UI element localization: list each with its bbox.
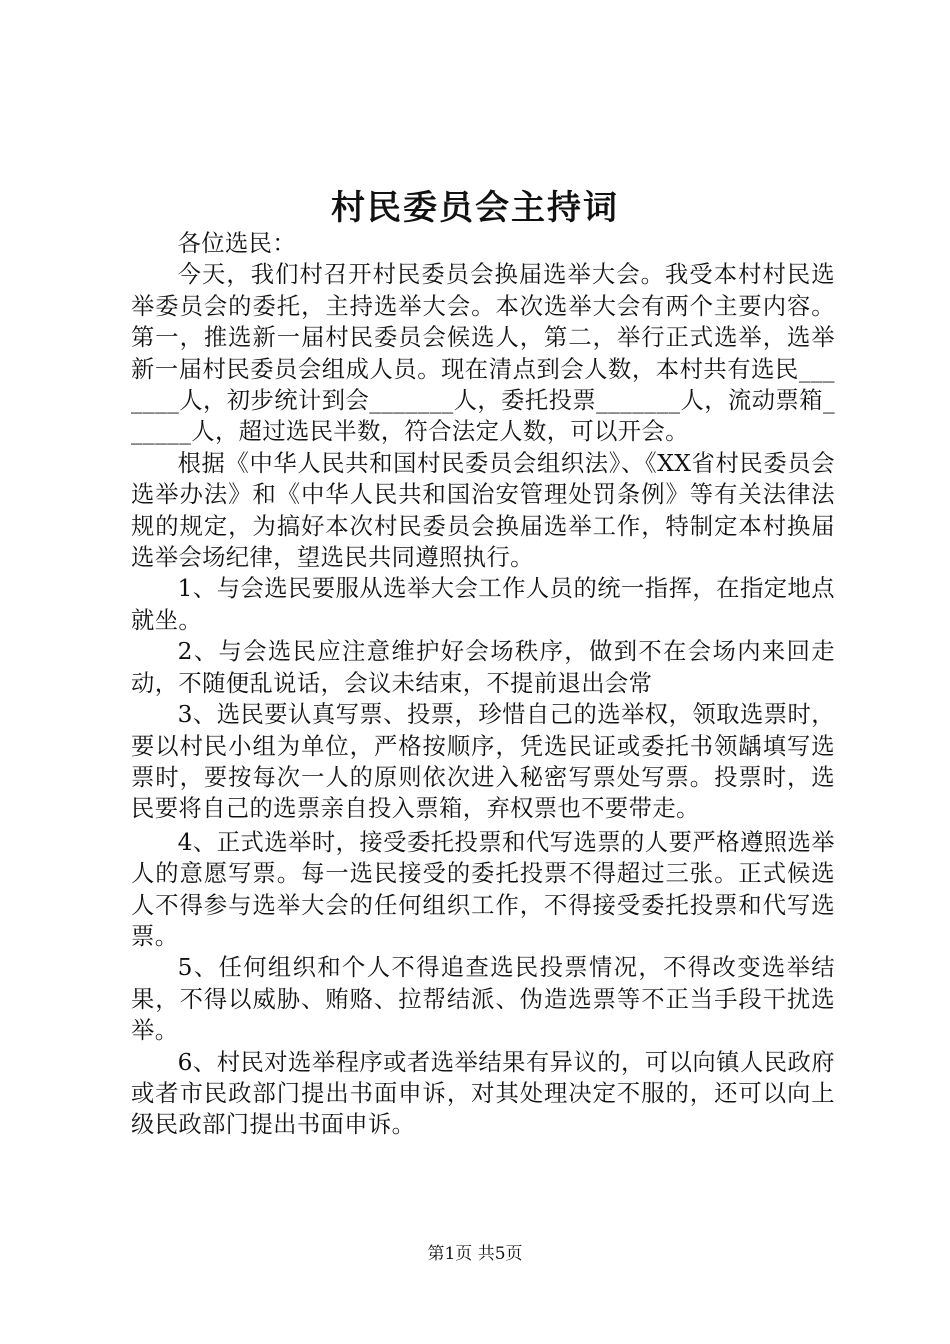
greeting: 各位选民： bbox=[177, 230, 297, 257]
paragraph-rule-3: 3、选民要认真写票、投票，珍惜自己的选举权，领取选票时，要以村民小组为单位，严格按顺序，凭选民证或委托书领龋填写选票时，要按每次一人的原则依次进入秘密写票处写票。投票时，选民要将自己的选票亲自投入票箱，弃权票也不要带走。 bbox=[131, 701, 835, 823]
paragraph-rule-1: 1、与会选民要服从选举大会工作人员的统一指挥，在指定地点就坐。 bbox=[131, 575, 835, 634]
paragraph-rule-2: 2、与会选民应注意维护好会场秩序，做到不在会场内来回走动，不随便乱说话，会议未结束，不提前退出会常 bbox=[131, 638, 835, 697]
document-title: 村民委员会主持词 bbox=[331, 188, 619, 228]
paragraph-rule-5: 5、任何组织和个人不得追查选民投票情况，不得改变选举结果，不得以威胁、贿赂、拉帮结派、伪造选票等不正当手段干扰选举。 bbox=[131, 954, 835, 1045]
paragraph-opening: 今天，我们村召开村民委员会换届选举大会。我受本村村民选举委员会的委托，主持选举大会。本次选举大会有两个主要内容。第一，推选新一届村民委员会候选人，第二，举行正式选举，选举新一届村民委员会组成人员。现在清点到会人数，本村共有选民_______人，初步统计到会_______人，委托投票_______人，流动票箱______人，超过选民半数，符合法定人数，可以开会。 bbox=[131, 261, 835, 446]
paragraph-rule-6: 6、村民对选举程序或者选举结果有异议的，可以向镇人民政府或者市民政部门提出书面申诉，对其处理决定不服的，还可以向上级民政部门提出书面申诉。 bbox=[131, 1048, 835, 1139]
document-body bbox=[131, 228, 835, 1141]
page-footer: 第1页 共5页 bbox=[427, 1244, 523, 1264]
paragraph-rule-4: 4、正式选举时，接受委托投票和代写选票的人要严格遵照选举人的意愿写票。每一选民接受的委托投票不得超过三张。正式候选人不得参与选举大会的任何组织工作，不得接受委托投票和代写选票。 bbox=[131, 828, 835, 950]
paragraph-legal-basis: 根据《中华人民共和国村民委员会组织法》、《XX省村民委员会选举办法》和《中华人民共和国治安管理处罚条例》等有关法律法规的规定，为搞好本次村民委员会换届选举工作，特制定本村换届选举会场纪律，望选民共同遵照执行。 bbox=[131, 449, 835, 572]
